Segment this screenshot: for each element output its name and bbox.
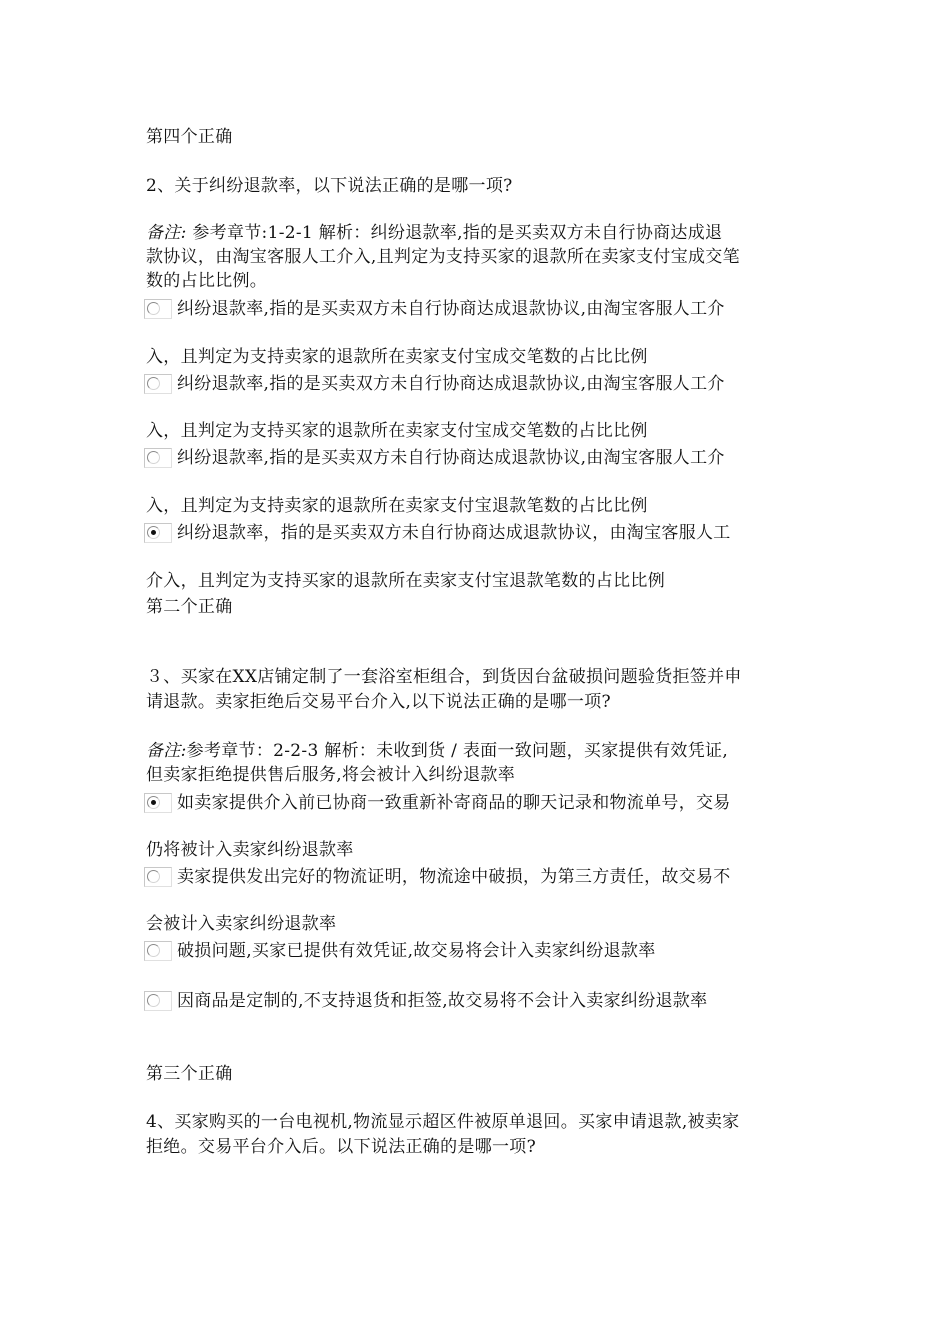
q2-option-2-text-cont: 入，且判定为支持买家的退款所在卖家支付宝成交笔数的占比比例 xyxy=(146,421,648,441)
q2-option-3-text: 纠纷退款率,指的是买卖双方未自行协商达成退款协议,由淘宝客服人工介 xyxy=(177,447,725,468)
q3-option-2-text: 卖家提供发出完好的物流证明，物流途中破损，为第三方责任，故交易不 xyxy=(177,866,731,887)
q3-option-4-radio[interactable] xyxy=(144,991,172,1011)
q2-note-line-2: 款协议，由淘宝客服人工介入,且判定为支持买家的退款所在卖家支付宝成交笔 xyxy=(146,247,740,267)
q2-option-4-radio[interactable] xyxy=(144,523,172,543)
q2-option-1-text: 纠纷退款率,指的是买卖双方未自行协商达成退款协议,由淘宝客服人工介 xyxy=(177,298,725,319)
q2-answer: 第二个正确 xyxy=(146,597,233,617)
radio-icon xyxy=(147,870,160,883)
q3-option-3-text: 破损问题,买家已提供有效凭证,故交易将会计入卖家纠纷退款率 xyxy=(177,940,656,961)
q3-option-4[interactable] xyxy=(144,988,707,1014)
q3-option-1[interactable] xyxy=(144,790,731,816)
q3-option-1-text: 如卖家提供介入前已协商一致重新补寄商品的聊天记录和物流单号，交易 xyxy=(177,792,731,813)
q1-answer: 第四个正确 xyxy=(146,127,233,147)
q2-note-label: 备注: xyxy=(146,223,187,243)
q2-note-text-1: 参考章节:1-2-1 解析：纠纷退款率,指的是买卖双方未自行协商达成退 xyxy=(186,223,723,243)
q2-question: 2、关于纠纷退款率，以下说法正确的是哪一项? xyxy=(146,176,513,196)
q3-option-2-radio[interactable] xyxy=(144,867,172,887)
q2-option-4-text-cont: 介入，且判定为支持买家的退款所在卖家支付宝退款笔数的占比比例 xyxy=(146,571,665,591)
q3-option-3-radio[interactable] xyxy=(144,941,172,961)
q3-note-text-1: 参考章节：2-2-3 解析：未收到货 / 表面一致问题，买家提供有效凭证, xyxy=(186,741,729,761)
q2-option-3[interactable] xyxy=(144,445,725,471)
q3-option-3[interactable] xyxy=(144,938,656,964)
q2-option-3-radio[interactable] xyxy=(144,448,172,468)
radio-selected-icon xyxy=(147,796,160,809)
q2-option-2-radio[interactable] xyxy=(144,374,172,394)
q3-answer: 第三个正确 xyxy=(146,1064,233,1084)
q2-note-line-1 xyxy=(146,222,816,245)
q2-option-3-text-cont: 入，且判定为支持卖家的退款所在卖家支付宝退款笔数的占比比例 xyxy=(146,496,648,516)
q2-option-1-text-cont: 入，且判定为支持卖家的退款所在卖家支付宝成交笔数的占比比例 xyxy=(146,347,648,367)
radio-icon xyxy=(147,451,160,464)
q3-note-label: 备注: xyxy=(146,741,187,761)
q4-question-line-2: 拒绝。交易平台介入后。以下说法正确的是哪一项? xyxy=(146,1137,537,1157)
q3-note-line-1 xyxy=(146,740,816,763)
q2-note-line-3: 数的占比比例。 xyxy=(146,271,268,291)
q2-option-4-text: 纠纷退款率，指的是买卖双方未自行协商达成退款协议，由淘宝客服人工 xyxy=(177,522,731,543)
q3-option-1-radio[interactable] xyxy=(144,793,172,813)
q3-option-1-text-cont: 仍将被计入卖家纠纷退款率 xyxy=(146,840,354,860)
radio-icon xyxy=(147,377,160,390)
q2-option-1[interactable] xyxy=(144,296,725,322)
q3-option-2[interactable] xyxy=(144,864,731,890)
q3-question-line-1: ３、买家在XX店铺定制了一套浴室柜组合，到货因台盆破损问题验货拒签并申 xyxy=(146,667,742,687)
q2-option-2[interactable] xyxy=(144,371,725,397)
q3-question-line-2: 请退款。卖家拒绝后交易平台介入,以下说法正确的是哪一项? xyxy=(146,692,611,712)
q2-option-2-text: 纠纷退款率,指的是买卖双方未自行协商达成退款协议,由淘宝客服人工介 xyxy=(177,373,725,394)
radio-icon xyxy=(147,994,160,1007)
radio-selected-icon xyxy=(147,526,160,539)
radio-icon xyxy=(147,302,160,315)
q3-note-line-2: 但卖家拒绝提供售后服务,将会被计入纠纷退款率 xyxy=(146,765,516,785)
radio-icon xyxy=(147,944,160,957)
q3-option-2-text-cont: 会被计入卖家纠纷退款率 xyxy=(146,914,337,934)
q4-question-line-1: 4、买家购买的一台电视机,物流显示超区件被原单退回。买家申请退款,被卖家 xyxy=(146,1112,740,1132)
q2-option-4[interactable] xyxy=(144,520,731,546)
q3-option-4-text: 因商品是定制的,不支持退货和拒签,故交易将不会计入卖家纠纷退款率 xyxy=(177,990,708,1011)
q2-option-1-radio[interactable] xyxy=(144,299,172,319)
